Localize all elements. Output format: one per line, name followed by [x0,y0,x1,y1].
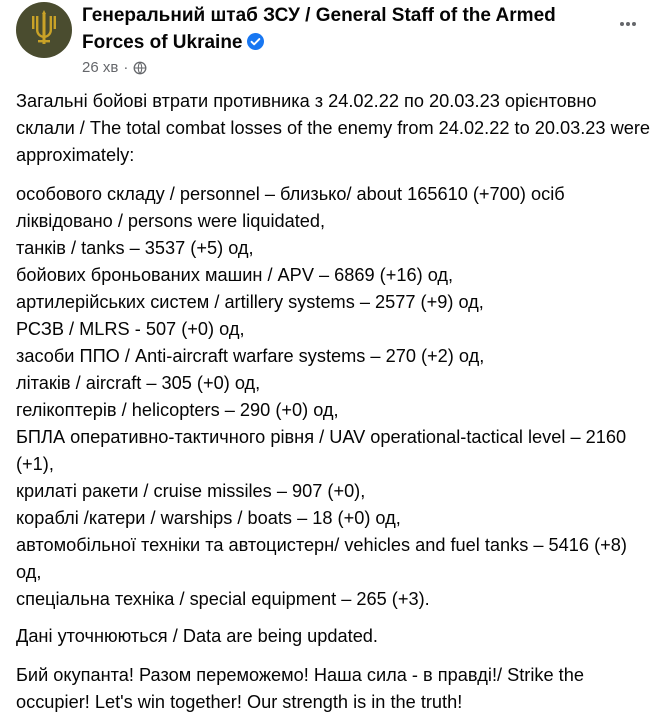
post-header [16,2,576,82]
update-note: Дані уточнюються / Data are being updated. [16,626,378,646]
post-body [16,88,656,728]
loss-item: особового складу / personnel ‒ близько/ about 165610 (+700) осіб ліквідовано / persons were liquidated, [16,184,565,231]
loss-item: кораблі /катери / warships / boats ‒ 18 (+0) од, [16,508,401,528]
more-options-button[interactable] [610,6,646,42]
loss-item: РСЗВ / MLRS - 507 (+0) од, [16,319,245,339]
loss-item: літаків / aircraft – 305 (+0) од, [16,373,261,393]
loss-item: БПЛА оперативно-тактичного рівня / UAV operational-tactical level – 2160 (+1), [16,427,627,474]
avatar[interactable] [16,2,72,58]
losses-list [16,181,656,613]
closing-message: Бий окупанта! Разом переможемо! Наша сила - в правді!/ Strike the occupier! Let's win together! Our strength is in the truth! [16,665,584,712]
loss-item: крилаті ракети / cruise missiles ‒ 907 (+0), [16,481,366,501]
loss-item: бойових броньованих машин / APV ‒ 6869 (+16) од, [16,265,454,285]
post-meta [82,58,147,78]
author-name[interactable] [82,2,582,56]
verified-badge-icon [247,33,264,50]
more-options-icon [618,14,638,34]
author-name-text[interactable]: Генеральний штаб ЗСУ / General Staff of the Armed Forces of Ukraine [82,5,556,53]
post-intro: Загальні бойові втрати противника з 24.02.22 по 20.03.23 орієнтовно склали / The total combat losses of the enemy from 24.02.22 to 20.03.23 were approximately: [16,91,651,165]
loss-item: гелікоптерів / helicopters – 290 (+0) од, [16,400,339,420]
trident-emblem-icon [16,2,72,58]
loss-item: артилерійських систем / artillery systems – 2577 (+9) од, [16,292,484,312]
loss-item: засоби ППО / Anti-aircraft warfare systems ‒ 270 (+2) од, [16,346,485,366]
loss-item: спеціальна техніка / special equipment ‒ 265 (+3). [16,589,430,609]
loss-item: танків / tanks ‒ 3537 (+5) од, [16,238,254,258]
globe-icon[interactable] [133,61,147,75]
loss-item: автомобільної техніки та автоцистерн/ vehicles and fuel tanks – 5416 (+8) од, [16,535,627,582]
post-timestamp[interactable]: 26 хв [82,59,119,76]
meta-separator: · [123,59,129,76]
